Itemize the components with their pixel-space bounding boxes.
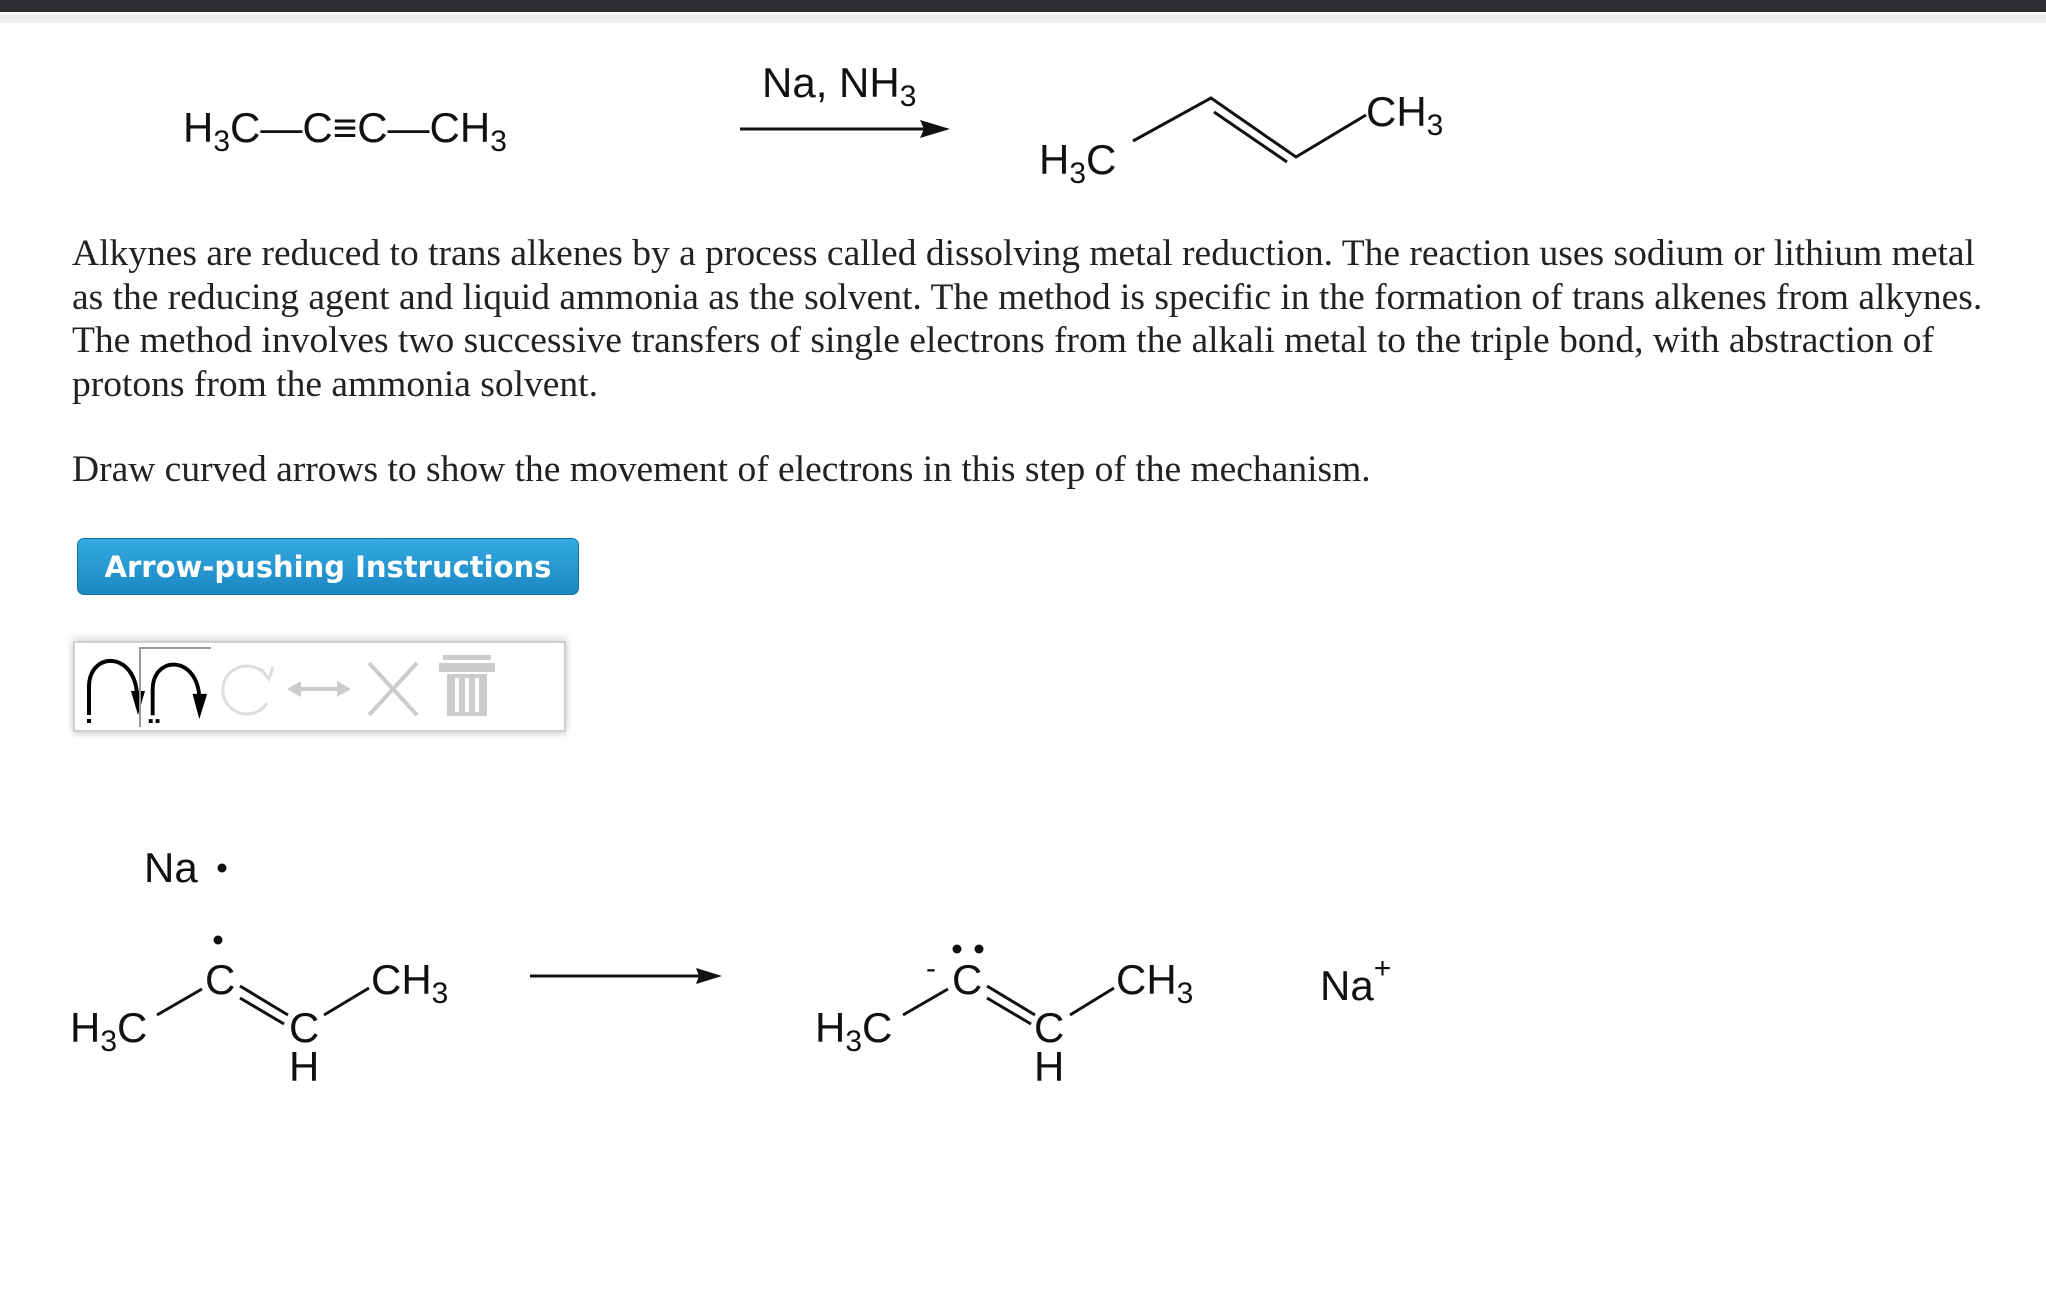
- svg-text:H3C—C≡C—CH3: $H_3C—C\equiv C—CH_3$: [183, 104, 507, 158]
- trash-icon: [431, 647, 503, 727]
- reagents-label: [762, 59, 916, 113]
- svg-text:-: -: [926, 952, 936, 985]
- clear-tool[interactable]: [355, 647, 427, 727]
- svg-text:CH3: $CH_3$: [371, 956, 449, 1010]
- svg-text:H3C: $H_3C$: [70, 1004, 148, 1058]
- svg-text:Na+: Na+: [1320, 952, 1392, 1009]
- svg-text:C: C: [952, 956, 983, 1003]
- svg-text:CH3: $CH_3$: [1366, 88, 1444, 142]
- description-line: as the reducing agent and liquid ammonia as the solvent. The method is specific in the formation of trans alkenes from alkynes.: [72, 276, 1983, 318]
- svg-text:H: H: [289, 1043, 320, 1090]
- svg-text:H: H: [1034, 1043, 1065, 1090]
- arrow-pushing-instructions-button[interactable]: Arrow-pushing Instructions: [77, 538, 579, 595]
- vinyl-anion-product: [815, 945, 1193, 1091]
- product-trans-2-butene: [1039, 88, 1443, 190]
- radical-electron-dot: [218, 864, 227, 873]
- svg-text:C: C: [1034, 1004, 1065, 1051]
- reactant-2-butyne: [183, 104, 507, 158]
- question-prompt: Draw curved arrows to show the movement of electrons in this step of the mechanism.: [72, 449, 1371, 490]
- close-icon: [355, 647, 427, 727]
- sodium-cation: [1320, 952, 1391, 1009]
- arrow-toolbar: [73, 641, 566, 732]
- sodium-radical: [144, 844, 227, 891]
- description-line: The method involves two successive transfers of single electrons from the alkali metal to the triple bond, with abstraction of: [72, 320, 1934, 362]
- lone-pair-dot: [975, 945, 984, 954]
- description-paragraph: [72, 232, 1982, 407]
- svg-text:Na: Na: [144, 844, 198, 891]
- svg-text:CH3: $CH_3$: [1116, 956, 1194, 1010]
- refresh-icon: [211, 647, 283, 727]
- svg-text:H3C: $H_3C$: [1039, 136, 1117, 190]
- radical-anion-start: [70, 936, 448, 1091]
- lone-pair-dot: [953, 945, 962, 954]
- radical-electron-dot: [214, 936, 223, 945]
- undo-redo-tool[interactable]: [211, 647, 283, 727]
- description-line: protons from the ammonia solvent.: [72, 364, 598, 406]
- svg-text:C: C: [289, 1004, 320, 1051]
- electron-pair-arrow-icon: [141, 649, 211, 727]
- mechanism-arrow: [530, 968, 722, 984]
- delete-tool[interactable]: [431, 647, 503, 727]
- svg-text:H3C: $H_3C$: [815, 1004, 893, 1058]
- svg-text:C: C: [205, 956, 236, 1003]
- reaction-arrow: [740, 120, 950, 138]
- double-arrow-icon: [283, 647, 355, 727]
- electron-pair-arrow-tool[interactable]: [139, 647, 211, 727]
- svg-text:Na, NH3: Na, $NH_3$: [762, 59, 917, 113]
- resonance-arrow-tool[interactable]: [283, 647, 355, 727]
- description-line: Alkynes are reduced to trans alkenes by a process called dissolving metal reduction. The reaction uses sodium or lithium metal: [72, 233, 1975, 274]
